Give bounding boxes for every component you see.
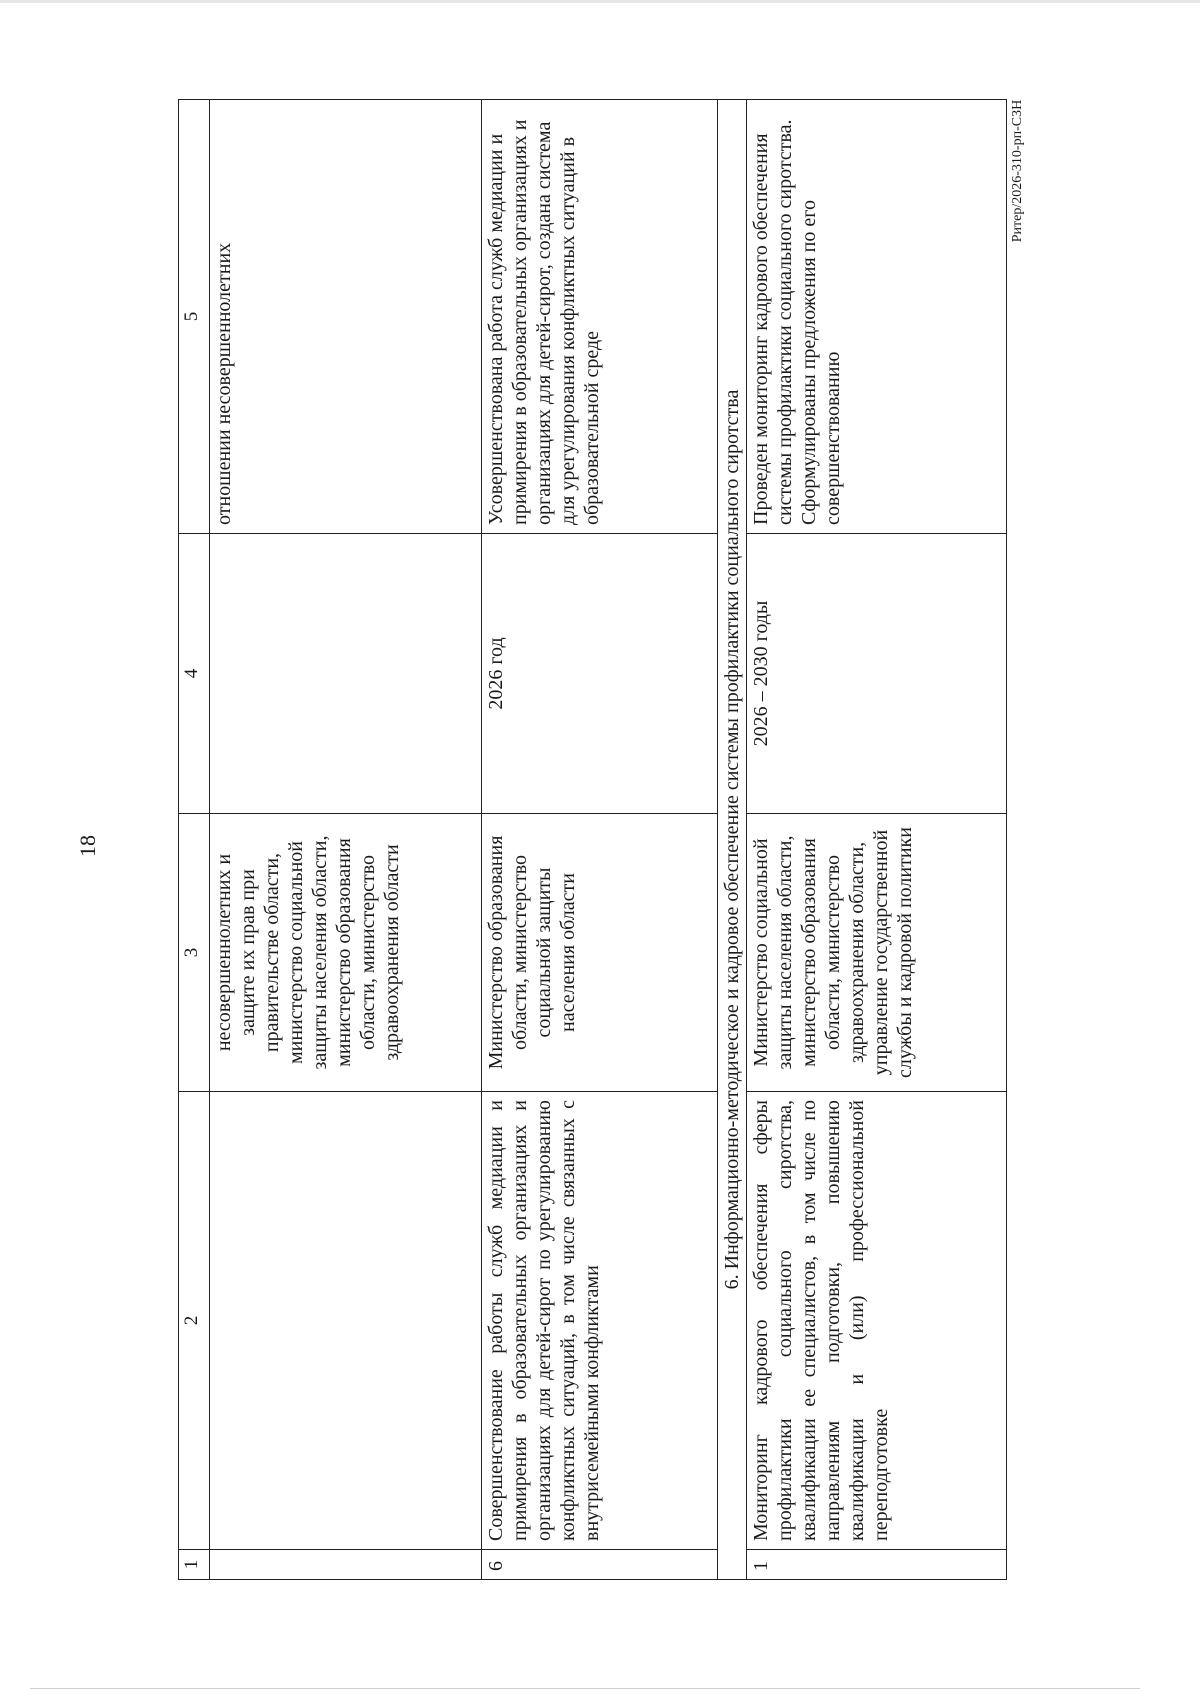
header-col-3: 3 bbox=[179, 814, 210, 1092]
row-number: 1 bbox=[747, 1550, 1007, 1580]
table-header-row bbox=[179, 100, 210, 1580]
measure-name bbox=[210, 1092, 482, 1550]
deadline: 2026 – 2030 годы bbox=[747, 534, 1007, 814]
responsible-executors: Министерство социальной защиты населения области, министерство образования области, министерство здравоохранения области, управление государственной службы и кадровой политики bbox=[747, 814, 1007, 1092]
header-col-5: 5 bbox=[179, 100, 210, 534]
deadline: 2026 год bbox=[482, 534, 718, 814]
responsible-executors: Министерство образования области, министерство социальной защиты населения области bbox=[482, 814, 718, 1092]
header-col-4: 4 bbox=[179, 534, 210, 814]
row-number: 6 bbox=[482, 1550, 718, 1580]
deadline bbox=[210, 534, 482, 814]
section-title-row bbox=[718, 100, 747, 1580]
header-col-1: 1 bbox=[179, 1550, 210, 1580]
table-row bbox=[482, 100, 718, 1580]
header-col-2: 2 bbox=[179, 1092, 210, 1550]
row-number bbox=[210, 1550, 482, 1580]
document-code: Ритер/2026-310-рп-СЗН bbox=[1010, 99, 1025, 243]
rotated-table-frame bbox=[178, 100, 1078, 1580]
responsible-executors: несовершеннолетних и защите их прав при правительстве области, министерство социальной защиты населения области, министерство образования области, министерство здравоохранения области bbox=[210, 814, 482, 1092]
expected-result: отношении несовершеннолетних bbox=[210, 100, 482, 534]
scan-edge-bottom bbox=[30, 1688, 1140, 1689]
page-number: 18 bbox=[75, 835, 100, 857]
table-row bbox=[210, 100, 482, 1580]
section-title: 6. Информационно-методическое и кадровое обеспечение системы профилактики социального сиротства bbox=[718, 100, 747, 1580]
measures-table bbox=[178, 99, 1007, 1580]
scan-edge-top bbox=[0, 0, 1200, 3]
measure-name: Мониторинг кадрового обеспечения сферы профилактики социального сиротства, квалификации ее специалистов, в том числе по направлениям подготовки, повышению квалификации и (или) профессиональной переподготовке bbox=[747, 1092, 1007, 1550]
expected-result: Усовершенствована работа служб медиации и примирения в образовательных организациях и организациях для детей-сирот, создана система для урегулирования конфликтных ситуаций в образовательной среде bbox=[482, 100, 718, 534]
table-row bbox=[747, 100, 1007, 1580]
expected-result: Проведен мониторинг кадрового обеспечения системы профилактики социального сиротства. Сформулированы предложения по его совершенствованию bbox=[747, 100, 1007, 534]
measure-name: Совершенствование работы служб медиации и примирения в образовательных организациях и организациях для детей-сирот по урегулированию конфликтных ситуаций, в том числе связанных с внутрисемейными конфликтами bbox=[482, 1092, 718, 1550]
